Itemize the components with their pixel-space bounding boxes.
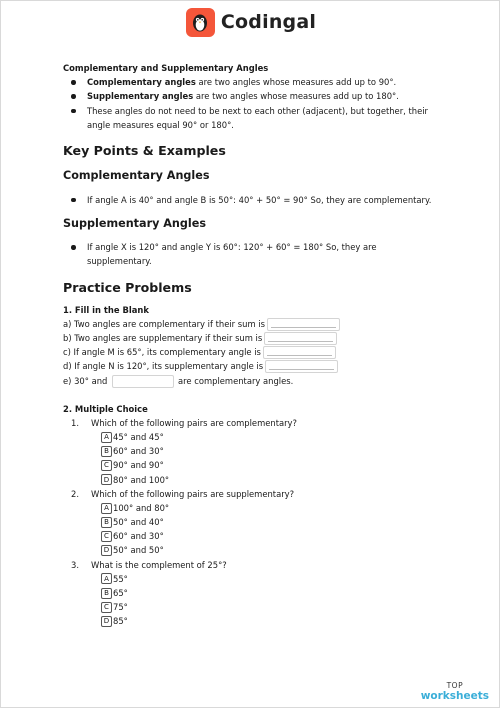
- answer-field-d[interactable]: [265, 360, 338, 373]
- complementary-example: If angle A is 40° and angle B is 50°: 40° + 50° = 90° So, they are complementary.: [63, 193, 463, 207]
- multiple-choice-title: 2. Multiple Choice: [63, 403, 148, 414]
- option-text: 100° and 80°: [113, 502, 170, 513]
- option-letter-box[interactable]: B: [101, 588, 112, 599]
- mc-option[interactable]: [63, 600, 463, 614]
- option-letter-box[interactable]: C: [101, 531, 112, 542]
- complementary-examples: [63, 193, 463, 207]
- option-letter-box[interactable]: B: [101, 446, 112, 457]
- mc-option[interactable]: [63, 473, 463, 487]
- definition-supplementary: are two angles whose measures add up to 180°.: [193, 91, 399, 102]
- mc-option[interactable]: [63, 543, 463, 557]
- supplementary-example-line2: supplementary.: [87, 256, 152, 267]
- option-text: 80° and 100°: [113, 474, 170, 485]
- answer-field-e[interactable]: [112, 375, 174, 388]
- option-letter-box[interactable]: B: [101, 517, 112, 528]
- mc-question-number: 2.: [71, 488, 79, 499]
- mc-question-2: [63, 487, 463, 501]
- definition-complementary: are two angles whose measures add up to 90°.: [195, 77, 397, 87]
- fill-blank-text-d: d) If angle N is 120°, its supplementary angle is: [63, 361, 264, 372]
- mc-question-3: [63, 558, 463, 572]
- adjacent-note-line2: angle measures equal 90° or 180°.: [87, 120, 234, 131]
- option-letter-box[interactable]: A: [101, 432, 112, 443]
- mc-question-number: 3.: [71, 559, 79, 570]
- key-points-heading: Key Points & Examples: [63, 142, 226, 158]
- worksheet-content: [63, 61, 463, 629]
- fill-blank-prefix-e: e) 30° and: [63, 375, 108, 386]
- adjacent-note-line1: These angles do not need to be next to each other (adjacent), but together, their: [87, 105, 428, 116]
- option-text: 60° and 30°: [113, 446, 164, 457]
- option-letter-box[interactable]: D: [101, 616, 112, 627]
- mc-option[interactable]: [63, 430, 463, 444]
- option-text: 65°: [113, 588, 128, 599]
- fill-blank-text-c: c) If angle M is 65°, its complementary angle is: [63, 347, 261, 358]
- intro-bullet-complementary: [63, 75, 463, 89]
- complementary-heading: Complementary Angles: [63, 168, 210, 182]
- option-letter-box[interactable]: D: [101, 545, 112, 556]
- footer-logo-top: TOP: [446, 681, 464, 690]
- option-letter-box[interactable]: A: [101, 573, 112, 584]
- fill-blank-item-d: [63, 359, 463, 373]
- mc-question-text: What is the complement of 25°?: [91, 559, 227, 570]
- supplementary-example-line1: If angle X is 120° and angle Y is 60°: 120° + 60° = 180° So, they are: [87, 242, 377, 253]
- option-letter-box[interactable]: D: [101, 474, 112, 485]
- option-text: 75°: [113, 602, 128, 613]
- mc-option[interactable]: [63, 515, 463, 529]
- term-complementary: Complementary angles: [87, 77, 196, 87]
- intro-bullets: [63, 75, 463, 133]
- brand-name: Codingal: [220, 11, 317, 33]
- intro-title: Complementary and Supplementary Angles: [63, 63, 269, 73]
- option-text: 50° and 40°: [113, 517, 164, 528]
- mc-option[interactable]: [63, 529, 463, 543]
- option-text: 50° and 50°: [113, 545, 164, 556]
- fill-blank-item-a: [63, 317, 463, 331]
- intro-bullet-supplementary: [63, 89, 463, 103]
- option-text: 90° and 90°: [113, 460, 164, 471]
- option-text: 60° and 30°: [113, 531, 164, 542]
- fill-blank-item-c: [63, 345, 463, 359]
- option-letter-box[interactable]: C: [101, 602, 112, 613]
- answer-field-c[interactable]: [263, 346, 336, 359]
- intro-bullet-adjacent-note: [63, 104, 463, 133]
- mc-question-text: Which of the following pairs are complementary?: [91, 417, 297, 428]
- answer-field-a[interactable]: [267, 318, 340, 331]
- mc-question-text: Which of the following pairs are supplementary?: [91, 488, 295, 499]
- brand-header: [1, 7, 500, 37]
- mc-option[interactable]: [63, 572, 463, 586]
- answer-field-b[interactable]: [264, 332, 337, 345]
- mc-question-1: [63, 416, 463, 430]
- option-text: 55°: [113, 573, 128, 584]
- footer-logo-bottom: worksheets: [420, 690, 489, 702]
- fill-blank-title: 1. Fill in the Blank: [63, 304, 149, 315]
- supplementary-heading: Supplementary Angles: [63, 217, 206, 231]
- option-text: 45° and 45°: [113, 431, 164, 442]
- mc-option[interactable]: [63, 586, 463, 600]
- supplementary-examples: [63, 240, 463, 269]
- mc-question-number: 1.: [71, 417, 79, 428]
- fill-blank-text-b: b) Two angles are supplementary if their sum is: [63, 333, 263, 344]
- term-supplementary: Supplementary angles: [87, 91, 194, 102]
- mc-option[interactable]: [63, 614, 463, 628]
- mc-option[interactable]: [63, 444, 463, 458]
- option-letter-box[interactable]: A: [101, 503, 112, 514]
- mc-option[interactable]: [63, 458, 463, 472]
- topworksheets-logo: [421, 681, 489, 701]
- supplementary-example: [63, 240, 463, 269]
- practice-heading: Practice Problems: [63, 279, 192, 295]
- option-text: 85°: [113, 616, 128, 627]
- fill-blank-text-a: a) Two angles are complementary if their sum is: [63, 318, 265, 329]
- option-letter-box[interactable]: C: [101, 460, 112, 471]
- fill-blank-item-e: [63, 374, 463, 388]
- fill-blank-suffix-e: are complementary angles.: [178, 375, 294, 386]
- mc-option[interactable]: [63, 501, 463, 515]
- penguin-logo-icon: [186, 8, 215, 37]
- fill-blank-item-b: [63, 331, 463, 345]
